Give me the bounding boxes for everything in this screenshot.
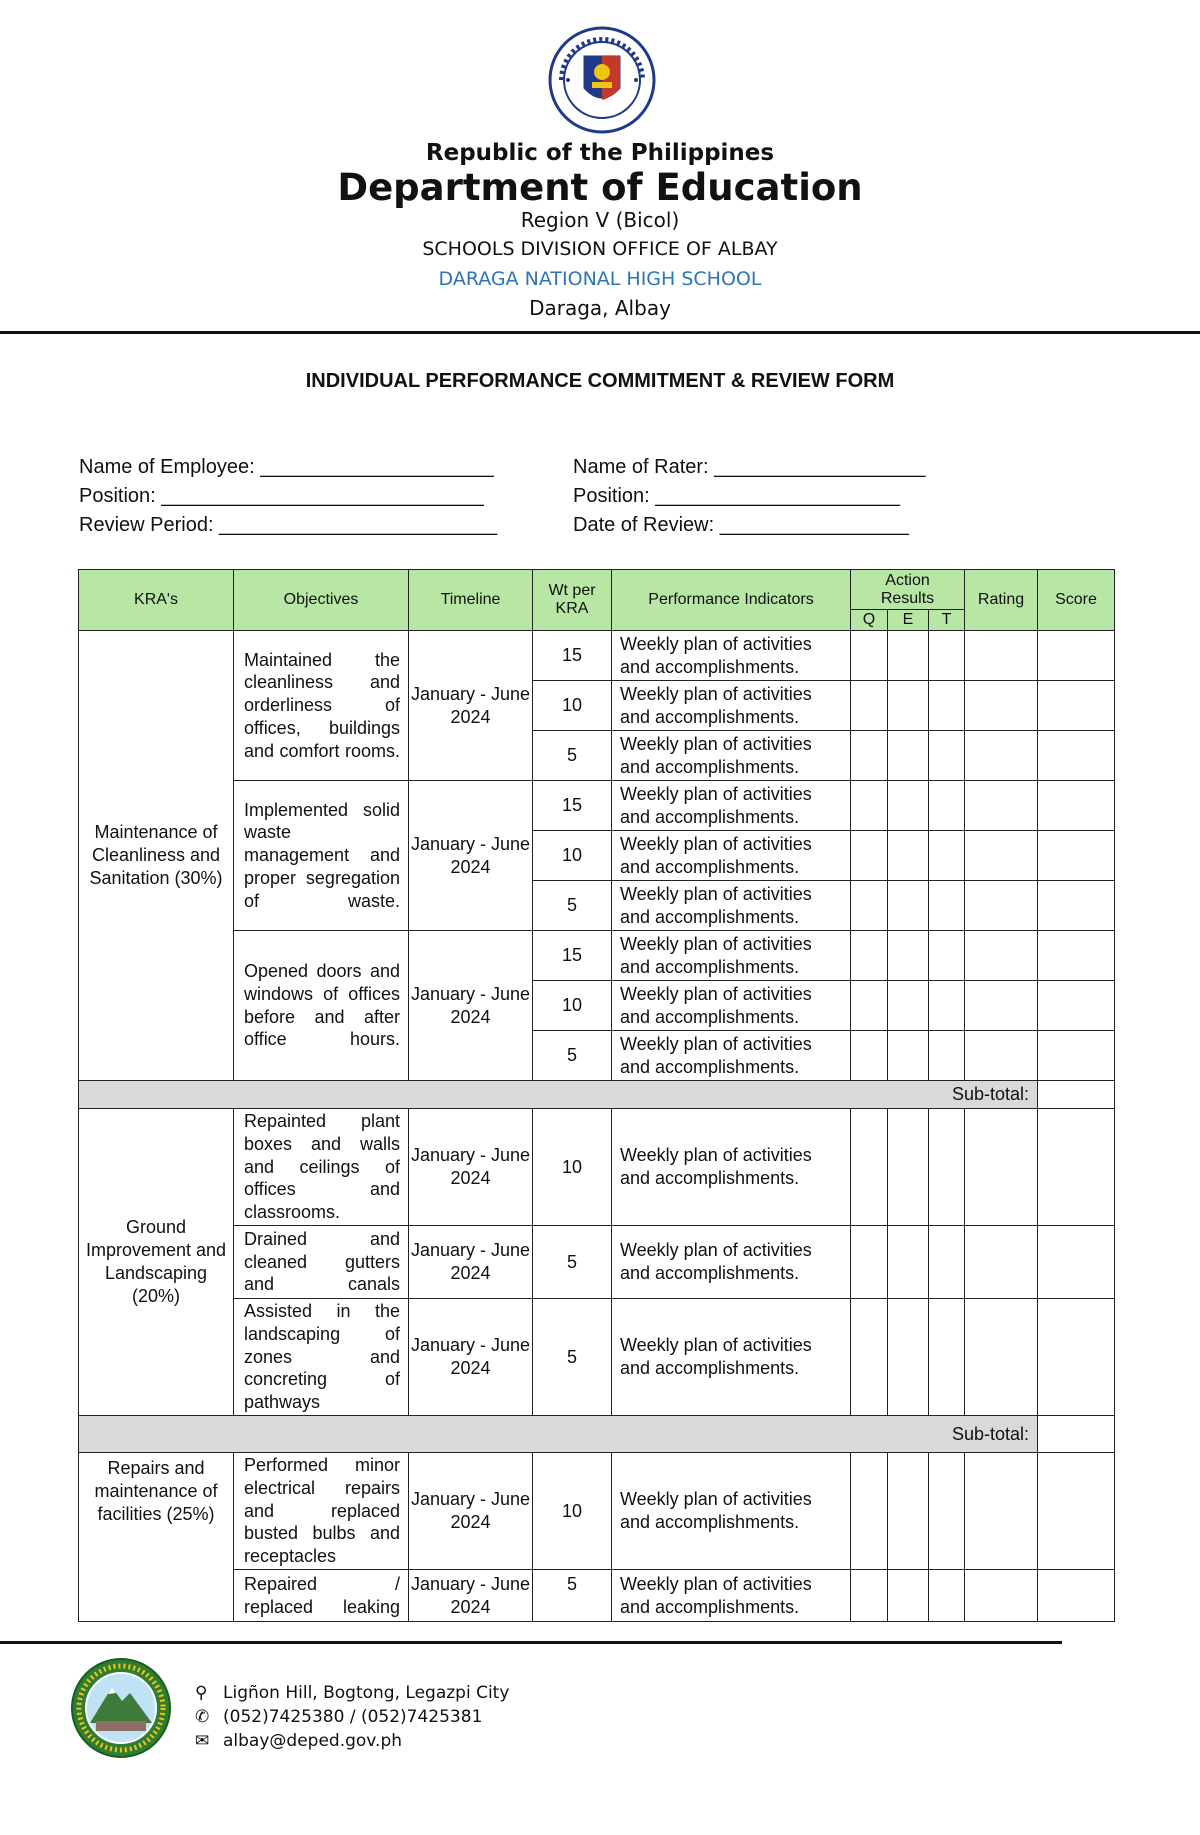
objective-cell <box>234 781 409 931</box>
t-cell <box>929 1570 965 1622</box>
header-divider <box>0 331 1200 334</box>
t-cell <box>929 781 965 831</box>
employee-name-field: Name of Employee: _____________________ <box>79 456 494 478</box>
t-cell <box>929 1109 965 1226</box>
form-title: INDIVIDUAL PERFORMANCE COMMITMENT & REVIEW FORM <box>305 370 895 392</box>
t-cell <box>929 731 965 781</box>
kra-cell: Maintenance of Cleanliness and Sanitation (30%) <box>79 631 234 1081</box>
q-cell <box>851 1570 888 1622</box>
score-cell <box>1038 1299 1115 1416</box>
objective-cell <box>234 1453 409 1570</box>
timeline-cell: January - June 2024 <box>409 1109 533 1226</box>
subtotal-score-cell <box>1038 1416 1115 1453</box>
e-cell <box>888 881 929 931</box>
table-row <box>79 1226 1115 1299</box>
rating-cell <box>965 981 1038 1031</box>
weight-cell: 15 <box>533 781 612 831</box>
header-objectives: Objectives <box>234 570 409 631</box>
weight-cell: 5 <box>533 881 612 931</box>
review-period-field: Review Period: _________________________ <box>79 514 498 536</box>
weight-cell: 15 <box>533 631 612 681</box>
objective-text: Maintained the cleanliness and orderliness of offices, buildings and comfort rooms. <box>244 649 400 761</box>
rating-cell <box>965 781 1038 831</box>
q-cell <box>851 881 888 931</box>
e-cell <box>888 731 929 781</box>
objective-text: Repaired / replaced leaking <box>244 1573 400 1617</box>
footer-divider <box>0 1641 1062 1644</box>
phone-icon: ✆ <box>195 1707 210 1727</box>
score-cell <box>1038 831 1115 881</box>
t-cell <box>929 1299 965 1416</box>
rater-name-field: Name of Rater: ___________________ <box>573 456 926 478</box>
indicator-cell: Weekly plan of activities and accomplishments. <box>612 781 851 831</box>
rating-cell <box>965 881 1038 931</box>
t-cell <box>929 981 965 1031</box>
weight-cell: 5 <box>533 1226 612 1299</box>
weight-cell: 5 <box>533 1570 612 1622</box>
q-cell <box>851 1109 888 1226</box>
table-row <box>79 1109 1115 1226</box>
weight-cell: 5 <box>533 1031 612 1081</box>
e-cell <box>888 1226 929 1299</box>
table-row <box>79 931 1115 981</box>
rating-cell <box>965 1109 1038 1226</box>
mail-icon: ✉ <box>195 1731 210 1751</box>
score-cell <box>1038 1453 1115 1570</box>
indicator-cell: Weekly plan of activities and accomplishments. <box>612 1031 851 1081</box>
t-cell <box>929 631 965 681</box>
objective-cell <box>234 631 409 781</box>
e-cell <box>888 1570 929 1622</box>
score-cell <box>1038 931 1115 981</box>
q-cell <box>851 1226 888 1299</box>
location-pin-icon: ⚲ <box>195 1683 208 1703</box>
rating-cell <box>965 1226 1038 1299</box>
q-cell <box>851 831 888 881</box>
table-row <box>79 1453 1115 1570</box>
objective-text: Assisted in the landscaping of zones and concreting of pathways <box>244 1301 400 1412</box>
timeline-cell: January - June 2024 <box>409 781 533 931</box>
q-cell <box>851 781 888 831</box>
indicator-cell: Weekly plan of activities and accomplishments. <box>612 981 851 1031</box>
t-cell <box>929 881 965 931</box>
contact-phone <box>195 1707 482 1727</box>
indicator-cell: Weekly plan of activities and accomplishments. <box>612 1453 851 1570</box>
employee-position-field: Position: _____________________________ <box>79 485 484 507</box>
q-cell <box>851 631 888 681</box>
review-date-field: Date of Review: _________________ <box>573 514 909 536</box>
indicator-cell: Weekly plan of activities and accomplishments. <box>612 931 851 981</box>
weight-cell: 10 <box>533 681 612 731</box>
objective-text: Performed minor electrical repairs and replaced busted bulbs and receptacles <box>244 1455 400 1566</box>
address-text: Ligñon Hill, Bogtong, Legazpi City <box>223 1683 510 1703</box>
republic-heading: Republic of the Philippines <box>425 140 775 166</box>
objective-cell <box>234 931 409 1081</box>
e-cell <box>888 1299 929 1416</box>
table-row <box>79 1299 1115 1416</box>
objective-cell <box>234 1109 409 1226</box>
e-cell <box>888 781 929 831</box>
header-timeline: Timeline <box>409 570 533 631</box>
e-cell <box>888 931 929 981</box>
objective-cell <box>234 1299 409 1416</box>
timeline-cell: January - June 2024 <box>409 931 533 1081</box>
header-e: E <box>888 610 929 631</box>
subtotal-row <box>79 1081 1115 1109</box>
score-cell <box>1038 1226 1115 1299</box>
score-cell <box>1038 1109 1115 1226</box>
q-cell <box>851 1299 888 1416</box>
indicator-cell: Weekly plan of activities and accomplishments. <box>612 681 851 731</box>
objective-text: Opened doors and windows of offices before and after office hours. <box>244 961 400 1050</box>
ipcrf-table <box>78 569 1115 1622</box>
weight-cell: 10 <box>533 1109 612 1226</box>
indicator-cell: Weekly plan of activities and accomplishments. <box>612 881 851 931</box>
weight-cell: 5 <box>533 731 612 781</box>
indicator-cell: Weekly plan of activities and accomplishments. <box>612 831 851 881</box>
weight-cell: 10 <box>533 831 612 881</box>
score-cell <box>1038 981 1115 1031</box>
t-cell <box>929 931 965 981</box>
t-cell <box>929 1031 965 1081</box>
score-cell <box>1038 631 1115 681</box>
header-t: T <box>929 610 965 631</box>
indicator-cell: Weekly plan of activities and accomplishments. <box>612 1570 851 1622</box>
rating-cell <box>965 731 1038 781</box>
score-cell <box>1038 731 1115 781</box>
rating-cell <box>965 1299 1038 1416</box>
q-cell <box>851 731 888 781</box>
objective-text: Repainted plant boxes and walls and ceilings of offices and classrooms. <box>244 1111 400 1222</box>
indicator-cell: Weekly plan of activities and accomplishments. <box>612 1299 851 1416</box>
q-cell <box>851 981 888 1031</box>
rating-cell <box>965 681 1038 731</box>
table-header-row <box>79 570 1115 610</box>
school-location: Daraga, Albay <box>529 296 671 320</box>
subtotal-label: Sub-total: <box>79 1081 1038 1109</box>
department-heading: Department of Education <box>337 166 863 209</box>
division-seal-icon <box>70 1657 172 1759</box>
header-weight: Wt per KRA <box>533 570 612 631</box>
objective-cell <box>234 1570 409 1622</box>
objective-text: Implemented solid waste management and proper segregation of waste. <box>244 799 400 911</box>
deped-seal-icon <box>548 26 656 134</box>
table-row <box>79 1570 1115 1622</box>
subtotal-score-cell <box>1038 1081 1115 1109</box>
subtotal-label: Sub-total: <box>79 1416 1038 1453</box>
t-cell <box>929 831 965 881</box>
rating-cell <box>965 631 1038 681</box>
indicator-cell: Weekly plan of activities and accomplishments. <box>612 1226 851 1299</box>
region-text: Region V (Bicol) <box>520 208 680 232</box>
t-cell <box>929 1453 965 1570</box>
timeline-cell: January - June 2024 <box>409 1226 533 1299</box>
header-indicators: Performance Indicators <box>612 570 851 631</box>
q-cell <box>851 1453 888 1570</box>
score-cell <box>1038 781 1115 831</box>
score-cell <box>1038 1570 1115 1622</box>
e-cell <box>888 1453 929 1570</box>
rating-cell <box>965 831 1038 881</box>
kra-cell: Repairs and maintenance of facilities (25%) <box>79 1453 234 1622</box>
rating-cell <box>965 1570 1038 1622</box>
rating-cell <box>965 931 1038 981</box>
email-text: albay@deped.gov.ph <box>223 1731 403 1751</box>
e-cell <box>888 1031 929 1081</box>
t-cell <box>929 681 965 731</box>
phone-text: (052)7425380 / (052)7425381 <box>223 1707 483 1727</box>
contact-email <box>195 1731 402 1751</box>
q-cell <box>851 931 888 981</box>
rating-cell <box>965 1031 1038 1081</box>
school-name: DARAGA NATIONAL HIGH SCHOOL <box>438 268 762 290</box>
header-action-results: Action Results <box>851 570 965 610</box>
subtotal-row <box>79 1416 1115 1453</box>
header-kra: KRA's <box>79 570 234 631</box>
timeline-cell: January - June 2024 <box>409 1299 533 1416</box>
timeline-cell: January - June 2024 <box>409 631 533 781</box>
score-cell <box>1038 1031 1115 1081</box>
table-row <box>79 781 1115 831</box>
timeline-cell: January - June 2024 <box>409 1453 533 1570</box>
objective-cell <box>234 1226 409 1299</box>
e-cell <box>888 631 929 681</box>
table-row <box>79 631 1115 681</box>
score-cell <box>1038 881 1115 931</box>
q-cell <box>851 1031 888 1081</box>
header-q: Q <box>851 610 888 631</box>
weight-cell: 10 <box>533 1453 612 1570</box>
objective-text: Drained and cleaned gutters and canals <box>244 1228 400 1295</box>
kra-cell: Ground Improvement and Landscaping (20%) <box>79 1109 234 1416</box>
e-cell <box>888 1109 929 1226</box>
indicator-cell: Weekly plan of activities and accomplishments. <box>612 731 851 781</box>
weight-cell: 15 <box>533 931 612 981</box>
weight-cell: 5 <box>533 1299 612 1416</box>
e-cell <box>888 681 929 731</box>
rating-cell <box>965 1453 1038 1570</box>
indicator-cell: Weekly plan of activities and accomplishments. <box>612 631 851 681</box>
weight-cell: 10 <box>533 981 612 1031</box>
header-score: Score <box>1038 570 1115 631</box>
timeline-cell: January - June 2024 <box>409 1570 533 1622</box>
indicator-cell: Weekly plan of activities and accomplishments. <box>612 1109 851 1226</box>
e-cell <box>888 831 929 881</box>
contact-address <box>195 1683 509 1703</box>
e-cell <box>888 981 929 1031</box>
q-cell <box>851 681 888 731</box>
t-cell <box>929 1226 965 1299</box>
rater-position-field: Position: ______________________ <box>573 485 900 507</box>
division-text: SCHOOLS DIVISION OFFICE OF ALBAY <box>422 238 778 260</box>
score-cell <box>1038 681 1115 731</box>
header-rating: Rating <box>965 570 1038 631</box>
